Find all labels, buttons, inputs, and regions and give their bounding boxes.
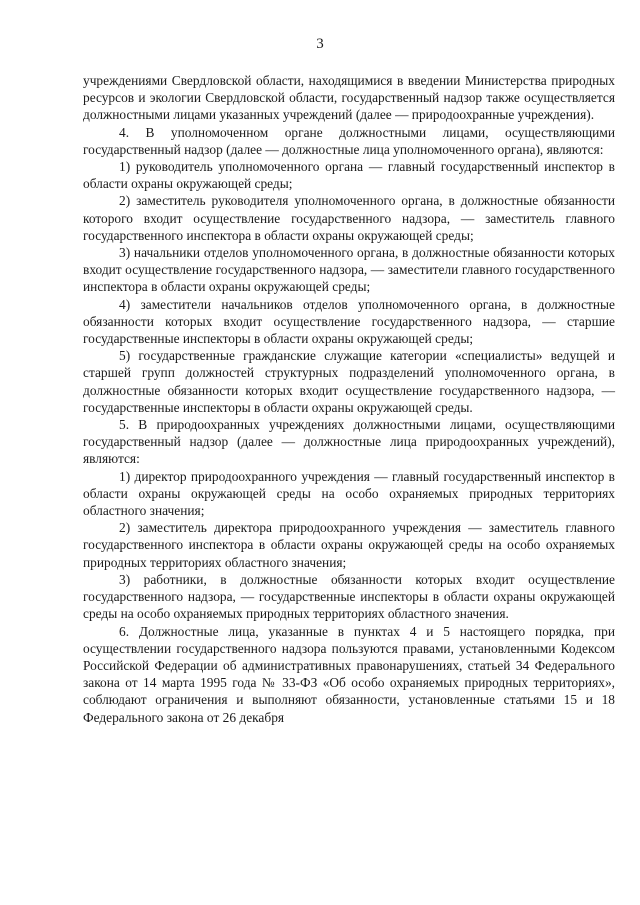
paragraph-item-5-3: 3) работники, в должностные обязанности которых входит осуществление государственного надзора, — государственные инспекторы в области охраны окружающей среды на особо охраняемых природных территориях областного значения. [83, 571, 615, 622]
paragraph-item-4-4: 4) заместители начальников отделов уполномоченного органа, в должностные обязанности которых входит осуществление государственного надзора, — старшие государственные инспекторы в области охраны окружающей среды; [83, 296, 615, 347]
paragraph-item-4-5: 5) государственные гражданские служащие категории «специалисты» ведущей и старшей групп должностей структурных подразделений уполномоченного органа, в должностные обязанности которых входит осуществление государственного надзора, — государственные инспекторы в области охраны окружающей среды. [83, 348, 615, 415]
document-body [83, 72, 615, 726]
paragraph-item-6: 6. Должностные лица, указанные в пунктах 4 и 5 настоящего порядка, при осуществлении государственного надзора пользуются правами, установленными Кодексом Российской Федерации об административных правонарушениях, статьей 34 Федерального закона от 14 марта 1995 года № 33-ФЗ «Об особо охраняемых природных территориях», соблюдают ограничения и выполняют обязанности, установленные статьями 15 и 18 Федерального закона от 26 декабря [83, 623, 615, 725]
paragraph-item-4: 4. В уполномоченном органе должностными лицами, осуществляющими государственный надзор (далее — должностные лица уполномоченного органа), являются: [83, 124, 615, 157]
paragraph-item-4-3: 3) начальники отделов уполномоченного органа, в должностные обязанности которых входит осуществление государственного надзора, — заместители главного государственного инспектора в области охраны окружающей среды; [83, 245, 615, 295]
paragraph-item-5-1: 1) директор природоохранного учреждения — главный государственный инспектор в области охраны окружающей среды на особо охраняемых природных территориях областного значения; [83, 468, 615, 519]
page-number: 3 [316, 36, 324, 52]
paragraph-item-5: 5. В природоохранных учреждениях должностными лицами, осуществляющими государственный надзор (далее — должностные лица природоохранных учреждений), являются: [83, 417, 615, 467]
paragraph-item-5-2: 2) заместитель директора природоохранного учреждения — заместитель главного государственного инспектора в области охраны окружающей среды на особо охраняемых природных территориях областного значения; [83, 520, 615, 570]
paragraph-item-4-1: 1) руководитель уполномоченного органа — главный государственный инспектор в области охраны окружающей среды; [83, 159, 615, 192]
paragraph-item-4-2: 2) заместитель руководителя уполномоченного органа, в должностные обязанности которого входит осуществление государственного надзора, — заместитель главного государственного инспектора в области охраны окружающей среды; [83, 193, 615, 243]
paragraph-intro-continuation: учреждениями Свердловской области, находящимися в введении Министерства природных ресурсов и экологии Свердловской области, государственный надзор также осуществляется должностными лицами указанных учреждений (далее — природоохранные учреждения). [83, 73, 615, 123]
